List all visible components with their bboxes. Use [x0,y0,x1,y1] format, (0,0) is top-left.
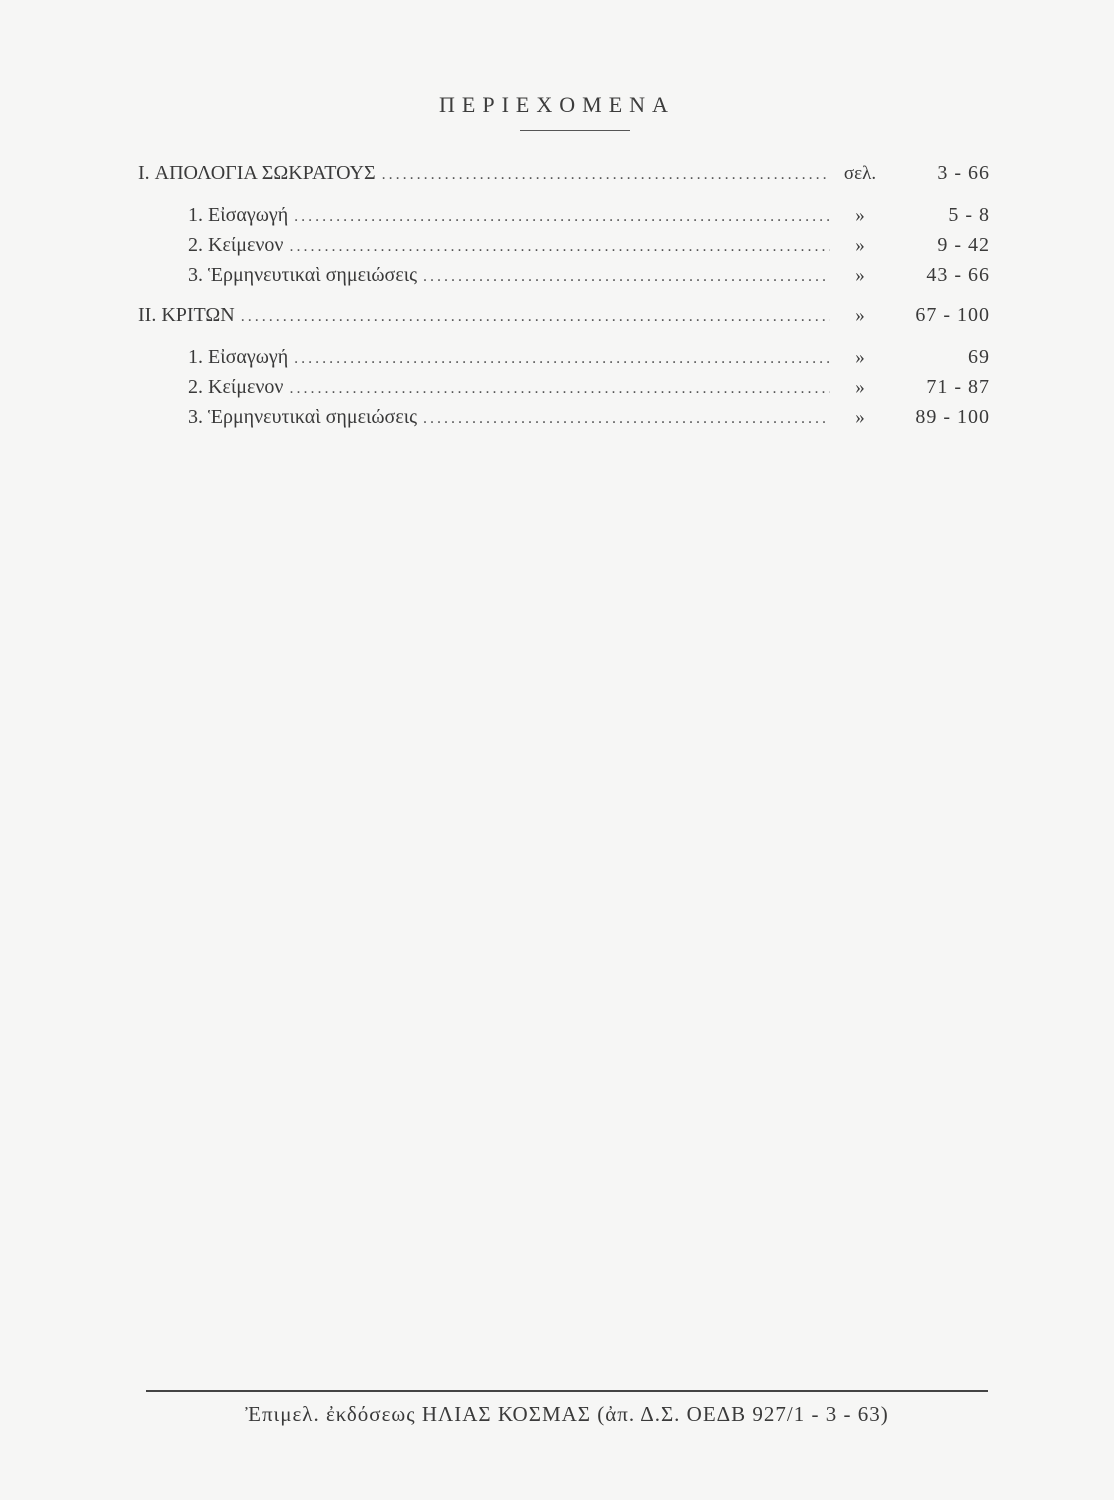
footer-rule [146,1390,988,1392]
toc-section-1-label: I. ΑΠΟΛΟΓΙΑ ΣΩΚΡΑΤΟΥΣ [138,162,376,184]
toc-item-abbr: » [855,347,865,368]
toc-section-1 [138,162,990,194]
toc-item-pages: 5 - 8 [948,204,990,226]
toc-item-pages: 89 - 100 [915,406,990,428]
leader-dots [423,410,830,428]
toc-item-pages: 9 - 42 [937,234,990,256]
toc-item-label: 3. Ἑρμηνευτικαὶ σημειώσεις [188,264,418,286]
leader-dots [289,380,830,398]
toc-section-2-abbr: » [855,305,865,326]
toc-section-2-pages: 67 - 100 [915,304,990,326]
leader-dots [294,350,830,368]
toc-section-1-abbr: σελ. [843,163,877,184]
toc-item [138,264,990,296]
toc-item [138,406,990,438]
toc-section-1-pages: 3 - 66 [937,162,990,184]
toc-item [138,234,990,266]
toc-section-2-label: II. ΚΡΙΤΩΝ [138,304,235,326]
toc-item-label: 3. Ἑρμηνευτικαὶ σημειώσεις [188,406,418,428]
toc-item-abbr: » [855,265,865,286]
title-underline [520,130,630,131]
leader-dots [294,208,830,226]
toc-item-abbr: » [855,205,865,226]
toc-item [138,204,990,236]
toc-item [138,346,990,378]
toc-item-label: 1. Εἰσαγωγή [188,204,289,226]
page-title: ΠΕΡΙΕΧΟΜΕΝΑ [439,92,675,117]
toc-item-abbr: » [855,235,865,256]
leader-dots [382,166,830,184]
leader-dots [289,238,830,256]
toc-item-pages: 69 [968,346,990,368]
toc-item-label: 1. Εἰσαγωγή [188,346,289,368]
toc-item-label: 2. Κείμενον [188,234,284,256]
publisher-note: Ἐπιμελ. ἐκδόσεως ΗΛΙΑΣ ΚΟΣΜΑΣ (ἀπ. Δ.Σ. ΟΕΔΒ 927/1 - 3 - 63) [245,1402,889,1426]
toc-section-2 [138,304,990,336]
toc-item-pages: 71 - 87 [926,376,990,398]
toc-item [138,376,990,408]
toc-item-pages: 43 - 66 [926,264,990,286]
toc-item-label: 2. Κείμενον [188,376,284,398]
toc-item-abbr: » [855,377,865,398]
leader-dots [241,308,830,326]
toc-item-abbr: » [855,407,865,428]
leader-dots [423,268,830,286]
